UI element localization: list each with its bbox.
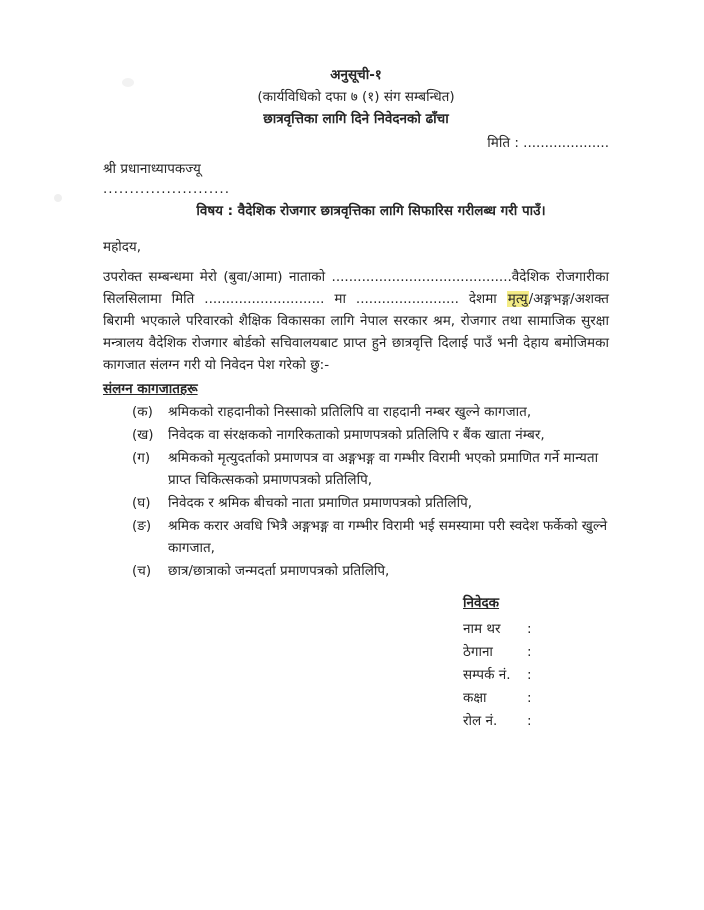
list-item-label: (ख) bbox=[132, 427, 154, 443]
list-item bbox=[103, 560, 609, 582]
form-title: छात्रवृत्तिका लागि दिने निवेदनको ढाँचा bbox=[263, 111, 449, 127]
field-colon: : bbox=[527, 690, 532, 706]
schedule-title: अनुसूची-१ bbox=[330, 67, 382, 83]
field-colon: : bbox=[527, 644, 532, 660]
field-label: कक्षा bbox=[463, 690, 487, 706]
signature-field-class bbox=[463, 687, 609, 710]
applicant-signature-block bbox=[463, 592, 609, 733]
field-label: ठेगाना bbox=[463, 644, 493, 660]
list-item-text: श्रमिकको राहदानीको निस्साको प्रतिलिपि वा राहदानी नम्बर खुल्ने कागजात, bbox=[168, 404, 532, 420]
salutation: महोदय, bbox=[103, 239, 142, 255]
list-item-text: श्रमिक करार अवधि भित्रै अङ्गभङ्ग वा गम्भीर विरामी भई समस्यामा परी स्वदेश फर्केको खुल्ने कागजात, bbox=[168, 518, 608, 556]
document-content bbox=[103, 64, 609, 733]
field-colon: : bbox=[527, 667, 532, 683]
list-item-label: (क) bbox=[132, 404, 153, 420]
signature-field-address bbox=[463, 641, 609, 664]
highlighted-word: मृत्यु bbox=[507, 291, 528, 307]
field-colon: : bbox=[527, 621, 532, 637]
list-item bbox=[103, 401, 609, 423]
body-text-before: उपरोक्त सम्बन्धमा मेरो (बुवा/आमा) नाताको ..........................................वैदेशिक रोजगारीका सिलसिलामा मिति ............................ मा ........................ देशमा bbox=[103, 269, 609, 307]
list-item bbox=[103, 492, 609, 514]
signature-heading: निवेदक bbox=[463, 595, 500, 611]
attachments-list bbox=[103, 401, 609, 582]
addressee-blank-line: ........................ bbox=[103, 181, 230, 197]
list-item bbox=[103, 424, 609, 446]
procedure-reference: (कार्यविधिको दफा ७ (१) संग सम्बन्धित) bbox=[257, 89, 455, 105]
list-item-label: (च) bbox=[132, 563, 152, 579]
field-label: सम्पर्क नं. bbox=[463, 667, 511, 683]
list-item-text: श्रमिकको मृत्युदर्ताको प्रमाणपत्र वा अङ्गभङ्ग वा गम्भीर विरामी भएको प्रमाणित गर्ने मान्यता प्राप्त चिकित्सकको प्रमाणपत्रको प्रतिलिपि, bbox=[168, 450, 599, 488]
list-item bbox=[103, 515, 609, 559]
signature-field-roll bbox=[463, 710, 609, 733]
body-text-after: /अङ्गभङ्ग/अशक्त बिरामी भएकाले परिवारको शैक्षिक विकासका लागि नेपाल सरकार श्रम, रोजगार तथा सामाजिक सुरक्षा मन्त्रालय वैदेशिक रोजगार बोर्डको सचिवालयबाट प्राप्त हुने छात्रवृत्ति दिलाई पाउँ भनी देहाय बमोजिमका कागजात संलग्न गरी यो निवेदन पेश गरेको छु:- bbox=[103, 291, 609, 373]
date-line: मिति : .................... bbox=[487, 135, 609, 151]
body-paragraph bbox=[103, 266, 609, 376]
list-item-text: निवेदक र श्रमिक बीचको नाता प्रमाणित प्रमाणपत्रको प्रतिलिपि, bbox=[168, 495, 473, 511]
list-item-text: निवेदक वा संरक्षकको नागरिकताको प्रमाणपत्रको प्रतिलिपि र बैंक खाता नंम्बर, bbox=[168, 427, 545, 443]
signature-field-contact bbox=[463, 664, 609, 687]
field-label: रोल नं. bbox=[463, 713, 498, 729]
list-item-text: छात्र/छात्राको जन्मदर्ता प्रमाणपत्रको प्रतिलिपि, bbox=[168, 563, 390, 579]
attachments-heading: संलग्न कागजातहरू bbox=[103, 381, 198, 397]
scan-artifact bbox=[54, 194, 62, 202]
list-item-label: (ङ) bbox=[132, 518, 152, 534]
field-colon: : bbox=[527, 713, 532, 729]
subject-line: विषय : वैदेशिक रोजगार छात्रवृत्तिका लागि सिफारिस गरीलब्ध गरी पाउँ। bbox=[196, 203, 546, 219]
list-item-label: (घ) bbox=[132, 495, 151, 511]
list-item bbox=[103, 447, 609, 491]
list-item-label: (ग) bbox=[132, 450, 151, 466]
field-label: नाम थर bbox=[463, 621, 501, 637]
signature-field-name bbox=[463, 618, 609, 641]
addressee-line: श्री प्रधानाध्यापकज्यू bbox=[103, 161, 201, 177]
